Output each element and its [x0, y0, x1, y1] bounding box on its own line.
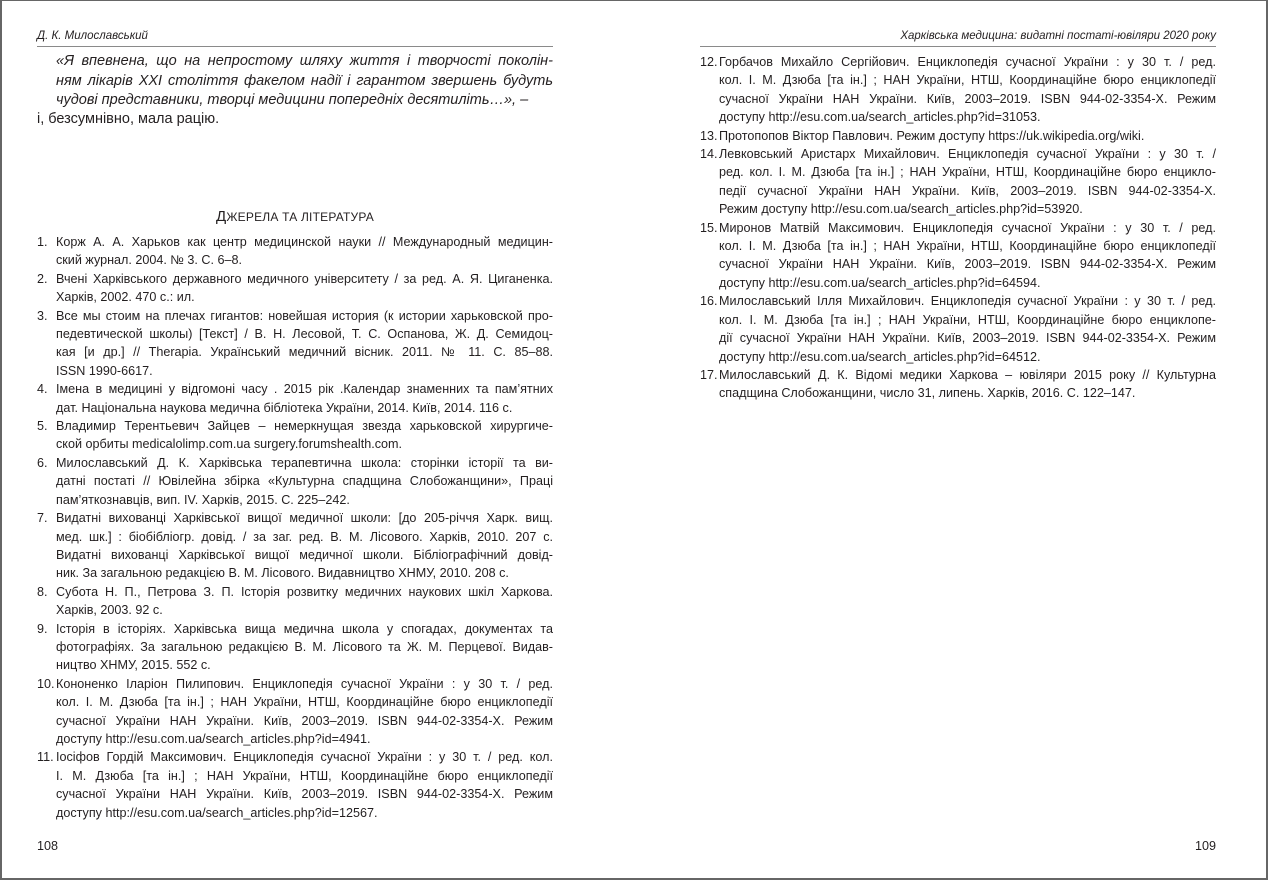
reference-item [700, 219, 1216, 293]
reference-line: Харків, 2002. 470 с.: ил. [56, 290, 195, 305]
reference-item [37, 748, 553, 822]
reference-line: Іосіфов Гордій Максимович. Енциклопедія сучасної України : у 30 т. / ред. кол. [56, 750, 553, 765]
reference-number: 1. [37, 235, 48, 249]
reference-line: Режим доступу http://esu.com.ua/search_articles.php?id=53920. [719, 202, 1083, 217]
reference-list [37, 233, 553, 822]
reference-line: ництво ХНМУ, 2015. 552 с. [56, 658, 211, 673]
reference-number: 15. [700, 220, 718, 235]
reference-line: сучасної України НАН України. Київ, 2003–2019. ISBN 944-02-3354-Х. Режим [719, 257, 1216, 272]
reference-line: Корж А. А. Харьков как центр медицинской науки // Международный медицин- [56, 235, 553, 249]
reference-item [700, 366, 1216, 403]
reference-line: кол. І. М. Дзюба [та ін.] ; НАН України, НТШ, Координаційне бюро енциклопедії [719, 73, 1216, 88]
reference-line: пам’яткознавців, вип. IV. Харків, 2015. С. 225–242. [56, 492, 350, 507]
reference-item [700, 53, 1216, 127]
reference-line: Видатні вихованці Харківської вищої медичної школи: [до 205-річчя Харк. вищ. [56, 511, 553, 526]
reference-line: Милославський Ілля Михайлович. Енциклопедія сучасної України : у 30 т. / ред. [719, 294, 1216, 309]
reference-number: 2. [37, 271, 48, 286]
reference-item [37, 380, 553, 417]
reference-line: Миронов Матвій Максимович. Енциклопедія сучасної України : у 30 т. / ред. [719, 220, 1216, 235]
running-head-title: Харківська медицина: видатні постаті-ювіляри 2020 року [700, 29, 1216, 47]
reference-line: Милославський Д. К. Харківська терапевтична школа: сторінки історії та ви- [56, 455, 553, 470]
reference-line: Все мы стоим на плечах гигантов: новейшая история (к истории харьковской про- [56, 308, 553, 323]
reference-line: Протопопов Віктор Павлович. Режим доступу https://uk.wikipedia.org/wiki. [719, 128, 1145, 143]
reference-line: доступу http://esu.com.ua/search_articles.php?id=64512. [719, 349, 1041, 364]
reference-line: Історія в історіях. Харківська вища медична школа у спогадах, документах та [56, 621, 553, 636]
reference-list [700, 53, 1216, 403]
reference-line: ский журнал. 2004. № 3. С. 6–8. [56, 253, 243, 268]
quote-continuation: і, безсумнівно, мала рацію. [37, 111, 220, 127]
reference-line: сучасної України НАН України. Київ, 2003–2019. ISBN 944-02-3354-Х. Режим [56, 713, 553, 728]
reference-line: Милославський Д. К. Відомі медики Харкова – ювіляри 2015 року // Культурна [719, 367, 1216, 382]
reference-item [37, 233, 553, 270]
reference-number: 4. [37, 382, 48, 397]
reference-line: мед. шк.] : біобібліогр. довід. / за заг. ред. В. М. Лісового. Харків, 2010. 207 с. [56, 529, 553, 544]
reference-item [37, 509, 553, 583]
right-page [634, 0, 1268, 881]
reference-number: 17. [700, 367, 718, 382]
reference-line: І. М. Дзюба [та ін.] ; НАН України, НТШ, Координаційне бюро енциклопедії [56, 768, 553, 783]
reference-item [37, 270, 553, 307]
reference-line: фотографіях. За загальною редакцією В. М. Лісового та Ж. М. Перцевої. Видав- [56, 639, 553, 654]
reference-line: ник. За загальною редакцією В. М. Лісового. Видавництво ХНМУ, 2010. 208 с. [56, 566, 509, 581]
heading-rest: ЖЕРЕЛА ТА ЛІТЕРАТУРА [226, 210, 374, 224]
reference-line: Горбачов Михайло Сергійович. Енциклопедія сучасної України : у 30 т. / ред. [719, 55, 1216, 69]
reference-item [37, 675, 553, 749]
reference-line: дії сучасної України НАН України. Київ, 2003–2019. ISBN 944-02-3354-Х. Режим [719, 331, 1216, 346]
reference-line: спадщина Слобожанщини, число 31, липень. Харків, 2016. С. 122–147. [719, 386, 1136, 401]
reference-line: педевтической школы) [Текст] / В. Н. Лесовой, Т. С. Оспанова, Ж. Д. Семидоц- [56, 327, 553, 342]
reference-item [700, 292, 1216, 366]
reference-item [700, 127, 1216, 145]
reference-number: 7. [37, 511, 48, 526]
reference-line: Субота Н. П., Петрова З. П. Історія розвитку медичних наукових шкіл Харкова. [56, 584, 553, 599]
reference-line: доступу http://esu.com.ua/search_articles.php?id=4941. [56, 731, 371, 746]
running-head-author: Д. К. Милославський [37, 29, 553, 47]
reference-number: 14. [700, 147, 718, 162]
epigraph-quote [56, 52, 553, 111]
reference-line: дат. Національна наукова медична бібліотека України, 2014. Київ, 2014. 116 с. [56, 400, 513, 415]
reference-number: 11. [37, 750, 54, 765]
quote-line: чудові представники, творці медицини попередніх десятиліть…», – [56, 92, 529, 108]
reference-line: ISSN 1990-6617. [56, 363, 153, 378]
reference-line: Кононенко Іларіон Пилипович. Енциклопедія сучасної України : у 30 т. / ред. [56, 676, 553, 691]
reference-item [37, 417, 553, 454]
heading-initial: Д [216, 208, 227, 225]
reference-item [37, 620, 553, 675]
quote-line: ням лікарів XXI століття факелом надії і гарантом звершень будуть [56, 72, 553, 89]
reference-line: сучасної України НАН України. Київ, 2003–2019. ISBN 944-02-3354-Х. Режим [56, 787, 553, 802]
reference-number: 6. [37, 455, 48, 470]
reference-number: 16. [700, 294, 718, 309]
reference-number: 13. [700, 128, 718, 143]
page-number: 108 [37, 839, 59, 853]
reference-item [37, 454, 553, 509]
reference-line: датні постаті // Ювілейна збірка «Культурна спадщина Слобожанщини», Праці [56, 474, 553, 489]
reference-line: кол. І. М. Дзюба [та ін.] ; НАН України, НТШ, Координаційне бюро енциклопе- [719, 312, 1216, 327]
reference-line: ред. кол. І. М. Дзюба [та ін.] ; НАН України, НТШ, Координаційне бюро енцикло- [719, 165, 1216, 180]
reference-line: Вчені Харківського державного медичного університету / за ред. А. Я. Циганенка. [56, 271, 553, 286]
section-heading [0, 208, 590, 225]
reference-item [37, 583, 553, 620]
reference-line: доступу http://esu.com.ua/search_articles.php?id=12567. [56, 805, 378, 820]
reference-number: 3. [37, 308, 48, 323]
reference-line: Видатні вихованці Харківської вищої медичної школи. Бібліографічний довід- [56, 547, 553, 562]
reference-line: Левковський Аристарх Михайлович. Енциклопедія сучасної України : у 30 т. / [719, 147, 1216, 162]
page-number: 109 [1195, 839, 1217, 853]
reference-line: Харків, 2003. 92 с. [56, 603, 163, 618]
reference-line: сучасної України НАН України. Київ, 2003–2019. ISBN 944-02-3354-Х. Режим [719, 91, 1216, 106]
reference-line: кол. І. М. Дзюба [та ін.] ; НАН України, НТШ, Координаційне бюро енциклопедії [719, 239, 1216, 254]
reference-item [700, 145, 1216, 219]
reference-number: 8. [37, 584, 48, 599]
reference-number: 9. [37, 621, 48, 636]
reference-number: 10. [37, 676, 55, 691]
reference-line: Владимир Терентьевич Зайцев – немеркнущая звезда харьковской хирургиче- [56, 419, 553, 434]
reference-number: 12. [700, 55, 718, 69]
reference-line: доступу http://esu.com.ua/search_articles.php?id=64594. [719, 275, 1041, 290]
reference-line: кол. І. М. Дзюба [та ін.] ; НАН України, НТШ, Координаційне бюро енциклопедії [56, 695, 553, 710]
reference-line: ской орбиты medicalolimp.com.ua surgery.forumshealth.com. [56, 437, 402, 452]
reference-line: Імена в медицині у відгомоні часу . 2015 рік .Календар знаменних та пам’ятних [56, 382, 553, 397]
reference-line: кая [и др.] // Therapia. Український медичний вісник. 2011. № 11. С. 85–88. [56, 345, 553, 360]
reference-item [37, 307, 553, 381]
quote-line: «Я впевнена, що на непростому шляху життя і творчості поколін- [56, 53, 553, 69]
reference-number: 5. [37, 419, 48, 434]
reference-line: педії сучасної України НАН України. Київ, 2003–2019. ISBN 944-02-3354-Х. [719, 183, 1216, 198]
reference-line: доступу http://esu.com.ua/search_articles.php?id=31053. [719, 110, 1041, 125]
